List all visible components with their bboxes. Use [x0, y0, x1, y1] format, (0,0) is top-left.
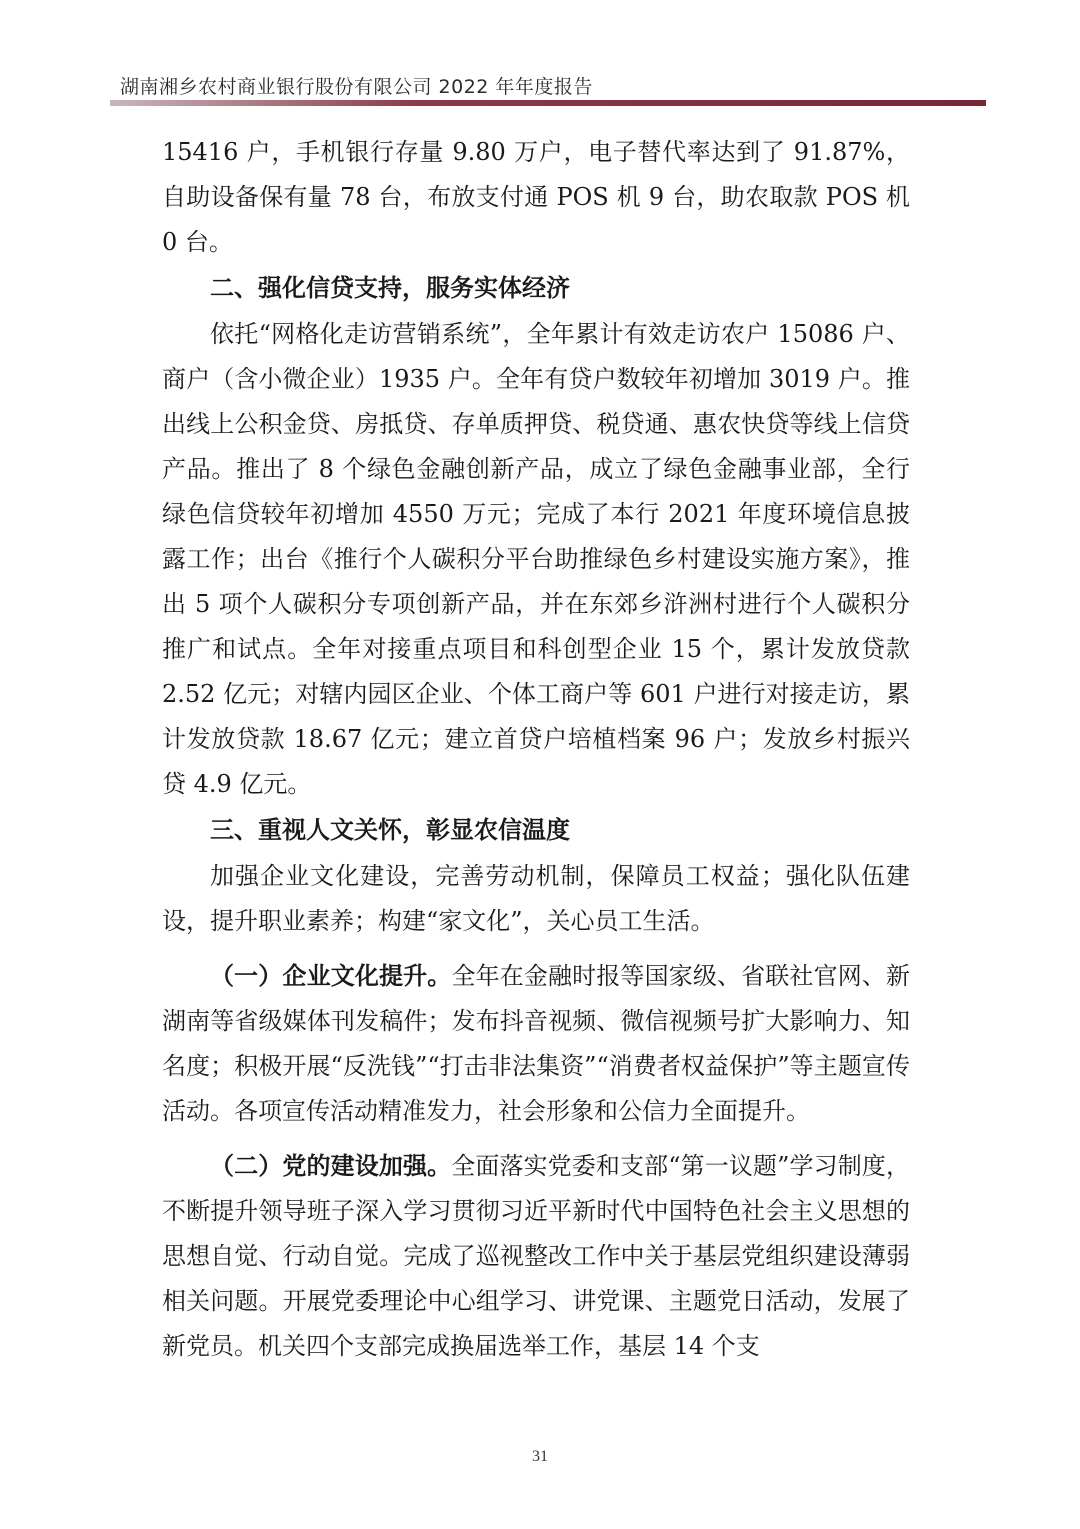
- section-heading-culture: 三、重视人文关怀，彰显农信温度: [210, 816, 570, 844]
- subsection-lead-corporate-culture: （一）企业文化提升。: [210, 962, 452, 990]
- header-divider: [110, 100, 986, 106]
- paragraph-continued: 15416 户，手机银行存量 9.80 万户，电子替代率达到了 91.87%，自助设备保有量 78 台，布放支付通 POS 机 9 台，助农取款 POS 机 0 台。: [162, 138, 910, 256]
- paragraph-culture-intro: 加强企业文化建设，完善劳动机制，保障员工权益；强化队伍建设，提升职业素养；构建“家文化”，关心员工生活。: [162, 862, 910, 935]
- subsection-text-corporate-culture: 全年在金融时报等国家级、省联社官网、新湖南等省级媒体刊发稿件；发布抖音视频、微信视频号扩大影响力、知名度；积极开展“反洗钱”“打击非法集资”“消费者权益保护”等主题宣传活动。各项宣传活动精准发力，社会形象和公信力全面提升。: [162, 962, 911, 1125]
- paragraph-credit: 依托“网格化走访营销系统”，全年累计有效走访农户 15086 户、商户（含小微企业）1935 户。全年有贷户数较年初增加 3019 户。推出线上公积金贷、房抵贷、存单质押贷、税贷通、惠农快贷等线上信贷产品。推出了 8 个绿色金融创新产品，成立了绿色金融事业部，全行绿色信贷较年初增加 4550 万元；完成了本行 2021 年度环境信息披露工作；出台《推行个人碳积分平台助推绿色乡村建设实施方案》，推出 5 项个人碳积分专项创新产品，并在东郊乡浒洲村进行个人碳积分推广和试点。全年对接重点项目和科创型企业 15 个，累计发放贷款 2.52 亿元；对辖内园区企业、个体工商户等 601 户进行对接走访，累计发放贷款 18.67 亿元；建立首贷户培植档案 96 户；发放乡村振兴贷 4.9 亿元。: [162, 320, 910, 798]
- report-body: [162, 130, 910, 1369]
- page-number: 31: [532, 1448, 548, 1465]
- subsection-lead-party-building: （二）党的建设加强。: [210, 1152, 452, 1180]
- section-heading-credit: 二、强化信贷支持，服务实体经济: [210, 274, 570, 302]
- paragraph-corporate-culture: [162, 954, 910, 1134]
- report-header: 湖南湘乡农村商业银行股份有限公司 2022 年年度报告: [120, 76, 593, 98]
- paragraph-party-building: [162, 1144, 910, 1369]
- subsection-text-party-building: 全面落实党委和支部“第一议题”学习制度，不断提升领导班子深入学习贯彻习近平新时代中国特色社会主义思想的思想自觉、行动自觉。完成了巡视整改工作中关于基层党组织建设薄弱相关问题。开展党委理论中心组学习、讲党课、主题党日活动，发展了新党员。机关四个支部完成换届选举工作，基层 14 个支: [162, 1152, 911, 1360]
